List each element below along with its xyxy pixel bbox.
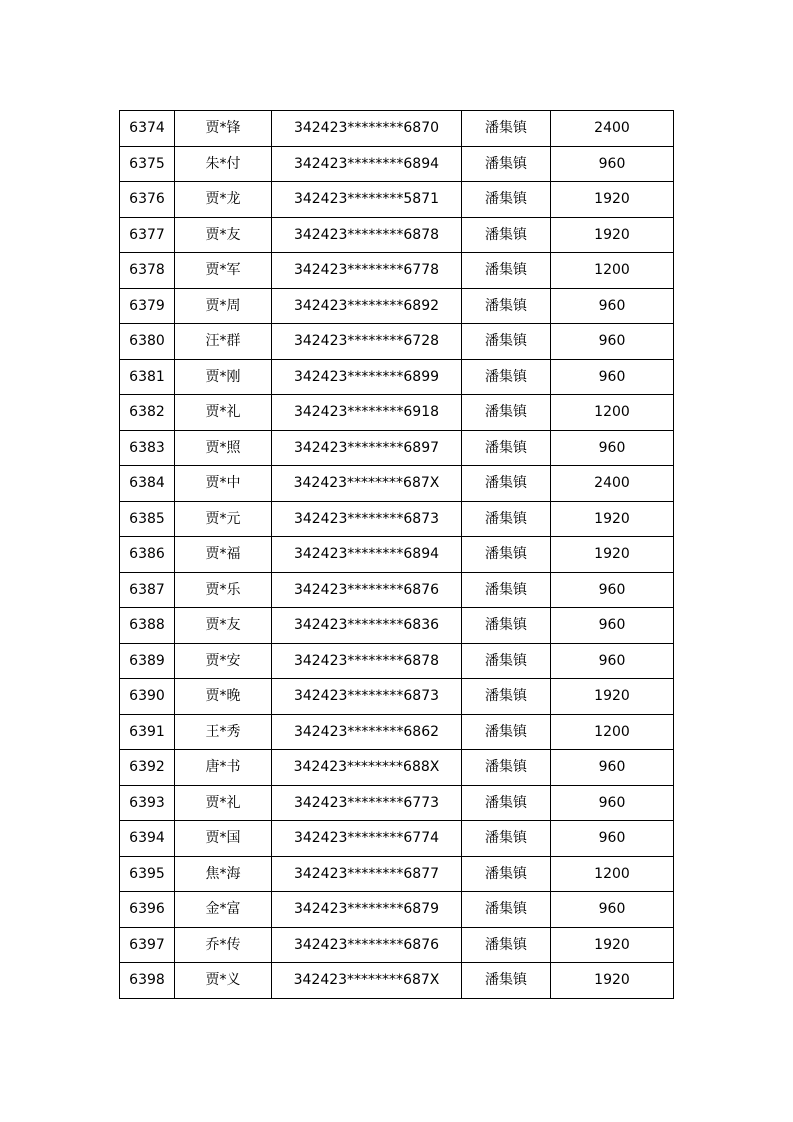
row-id-number-cell: 342423********6897: [272, 430, 462, 466]
row-town-cell: 潘集镇: [462, 963, 551, 999]
row-id-number-cell: 342423********6778: [272, 253, 462, 289]
row-seq-cell: 6395: [120, 856, 175, 892]
subsidy-table: [119, 110, 674, 999]
table-row: [120, 324, 674, 360]
row-id-number-cell: 342423********6873: [272, 679, 462, 715]
table-row: [120, 679, 674, 715]
row-id-number-cell: 342423********6899: [272, 359, 462, 395]
row-amount-cell: 960: [551, 288, 674, 324]
row-seq-cell: 6396: [120, 892, 175, 928]
row-id-number-cell: 342423********6892: [272, 288, 462, 324]
table-row: [120, 785, 674, 821]
row-town-cell: 潘集镇: [462, 359, 551, 395]
row-id-number-cell: 342423********6894: [272, 146, 462, 182]
row-amount-cell: 1200: [551, 395, 674, 431]
table-row: [120, 430, 674, 466]
row-name-cell: 贾*元: [175, 501, 272, 537]
table-row: [120, 927, 674, 963]
row-town-cell: 潘集镇: [462, 217, 551, 253]
row-seq-cell: 6393: [120, 785, 175, 821]
row-name-cell: 贾*礼: [175, 785, 272, 821]
row-name-cell: 贾*晚: [175, 679, 272, 715]
row-town-cell: 潘集镇: [462, 714, 551, 750]
row-name-cell: 贾*乐: [175, 572, 272, 608]
table-row: [120, 359, 674, 395]
row-id-number-cell: 342423********6728: [272, 324, 462, 360]
row-amount-cell: 2400: [551, 466, 674, 502]
row-id-number-cell: 342423********6873: [272, 501, 462, 537]
row-town-cell: 潘集镇: [462, 750, 551, 786]
table-row: [120, 288, 674, 324]
row-name-cell: 汪*群: [175, 324, 272, 360]
table-row: [120, 572, 674, 608]
table-row: [120, 253, 674, 289]
row-name-cell: 金*富: [175, 892, 272, 928]
row-town-cell: 潘集镇: [462, 572, 551, 608]
row-name-cell: 贾*龙: [175, 182, 272, 218]
row-town-cell: 潘集镇: [462, 395, 551, 431]
row-seq-cell: 6378: [120, 253, 175, 289]
row-name-cell: 贾*礼: [175, 395, 272, 431]
row-name-cell: 朱*付: [175, 146, 272, 182]
table-row: [120, 501, 674, 537]
row-town-cell: 潘集镇: [462, 785, 551, 821]
row-id-number-cell: 342423********6879: [272, 892, 462, 928]
row-seq-cell: 6389: [120, 643, 175, 679]
row-seq-cell: 6397: [120, 927, 175, 963]
table-row: [120, 395, 674, 431]
row-seq-cell: 6394: [120, 821, 175, 857]
row-amount-cell: 960: [551, 643, 674, 679]
row-id-number-cell: 342423********6862: [272, 714, 462, 750]
row-seq-cell: 6398: [120, 963, 175, 999]
table-row: [120, 466, 674, 502]
row-amount-cell: 960: [551, 430, 674, 466]
row-amount-cell: 1200: [551, 714, 674, 750]
row-name-cell: 贾*友: [175, 217, 272, 253]
row-id-number-cell: 342423********6894: [272, 537, 462, 573]
row-town-cell: 潘集镇: [462, 501, 551, 537]
row-id-number-cell: 342423********6878: [272, 217, 462, 253]
row-id-number-cell: 342423********687X: [272, 466, 462, 502]
row-id-number-cell: 342423********5871: [272, 182, 462, 218]
row-amount-cell: 960: [551, 146, 674, 182]
row-name-cell: 贾*安: [175, 643, 272, 679]
row-town-cell: 潘集镇: [462, 927, 551, 963]
row-name-cell: 乔*传: [175, 927, 272, 963]
row-amount-cell: 1920: [551, 537, 674, 573]
row-seq-cell: 6388: [120, 608, 175, 644]
row-seq-cell: 6380: [120, 324, 175, 360]
row-amount-cell: 960: [551, 324, 674, 360]
row-id-number-cell: 342423********6876: [272, 927, 462, 963]
row-amount-cell: 960: [551, 892, 674, 928]
row-seq-cell: 6390: [120, 679, 175, 715]
table-row: [120, 892, 674, 928]
table-row: [120, 821, 674, 857]
row-amount-cell: 960: [551, 608, 674, 644]
row-name-cell: 唐*书: [175, 750, 272, 786]
row-name-cell: 贾*中: [175, 466, 272, 502]
table-row: [120, 111, 674, 147]
row-town-cell: 潘集镇: [462, 856, 551, 892]
row-name-cell: 贾*锋: [175, 111, 272, 147]
row-amount-cell: 1920: [551, 679, 674, 715]
row-id-number-cell: 342423********6774: [272, 821, 462, 857]
row-id-number-cell: 342423********6773: [272, 785, 462, 821]
row-town-cell: 潘集镇: [462, 466, 551, 502]
row-id-number-cell: 342423********687X: [272, 963, 462, 999]
row-seq-cell: 6385: [120, 501, 175, 537]
row-amount-cell: 2400: [551, 111, 674, 147]
table-row: [120, 856, 674, 892]
row-town-cell: 潘集镇: [462, 643, 551, 679]
row-name-cell: 贾*福: [175, 537, 272, 573]
row-town-cell: 潘集镇: [462, 430, 551, 466]
table-row: [120, 537, 674, 573]
table-row: [120, 146, 674, 182]
row-seq-cell: 6381: [120, 359, 175, 395]
row-town-cell: 潘集镇: [462, 892, 551, 928]
row-seq-cell: 6387: [120, 572, 175, 608]
row-amount-cell: 1200: [551, 253, 674, 289]
row-name-cell: 贾*义: [175, 963, 272, 999]
row-name-cell: 王*秀: [175, 714, 272, 750]
table-row: [120, 750, 674, 786]
row-town-cell: 潘集镇: [462, 537, 551, 573]
row-amount-cell: 1920: [551, 217, 674, 253]
row-seq-cell: 6382: [120, 395, 175, 431]
row-amount-cell: 960: [551, 750, 674, 786]
row-name-cell: 贾*友: [175, 608, 272, 644]
row-seq-cell: 6375: [120, 146, 175, 182]
row-name-cell: 焦*海: [175, 856, 272, 892]
row-id-number-cell: 342423********6836: [272, 608, 462, 644]
subsidy-table-page: [119, 110, 673, 999]
row-name-cell: 贾*周: [175, 288, 272, 324]
row-town-cell: 潘集镇: [462, 146, 551, 182]
row-seq-cell: 6379: [120, 288, 175, 324]
row-town-cell: 潘集镇: [462, 821, 551, 857]
table-row: [120, 963, 674, 999]
row-town-cell: 潘集镇: [462, 182, 551, 218]
row-seq-cell: 6376: [120, 182, 175, 218]
row-amount-cell: 1920: [551, 182, 674, 218]
row-amount-cell: 1920: [551, 501, 674, 537]
row-seq-cell: 6386: [120, 537, 175, 573]
table-row: [120, 714, 674, 750]
row-seq-cell: 6374: [120, 111, 175, 147]
row-id-number-cell: 342423********688X: [272, 750, 462, 786]
row-id-number-cell: 342423********6877: [272, 856, 462, 892]
table-row: [120, 608, 674, 644]
row-amount-cell: 1920: [551, 927, 674, 963]
row-amount-cell: 960: [551, 821, 674, 857]
row-seq-cell: 6384: [120, 466, 175, 502]
row-name-cell: 贾*照: [175, 430, 272, 466]
row-name-cell: 贾*刚: [175, 359, 272, 395]
row-id-number-cell: 342423********6876: [272, 572, 462, 608]
table-row: [120, 182, 674, 218]
row-town-cell: 潘集镇: [462, 324, 551, 360]
table-body: [120, 111, 674, 999]
row-town-cell: 潘集镇: [462, 608, 551, 644]
table-row: [120, 643, 674, 679]
row-name-cell: 贾*国: [175, 821, 272, 857]
row-id-number-cell: 342423********6870: [272, 111, 462, 147]
table-row: [120, 217, 674, 253]
row-amount-cell: 960: [551, 785, 674, 821]
row-amount-cell: 960: [551, 572, 674, 608]
row-amount-cell: 1920: [551, 963, 674, 999]
row-amount-cell: 1200: [551, 856, 674, 892]
row-id-number-cell: 342423********6918: [272, 395, 462, 431]
row-seq-cell: 6392: [120, 750, 175, 786]
row-seq-cell: 6391: [120, 714, 175, 750]
row-seq-cell: 6377: [120, 217, 175, 253]
row-town-cell: 潘集镇: [462, 288, 551, 324]
row-town-cell: 潘集镇: [462, 679, 551, 715]
row-id-number-cell: 342423********6878: [272, 643, 462, 679]
row-seq-cell: 6383: [120, 430, 175, 466]
row-town-cell: 潘集镇: [462, 111, 551, 147]
row-amount-cell: 960: [551, 359, 674, 395]
row-town-cell: 潘集镇: [462, 253, 551, 289]
row-name-cell: 贾*军: [175, 253, 272, 289]
